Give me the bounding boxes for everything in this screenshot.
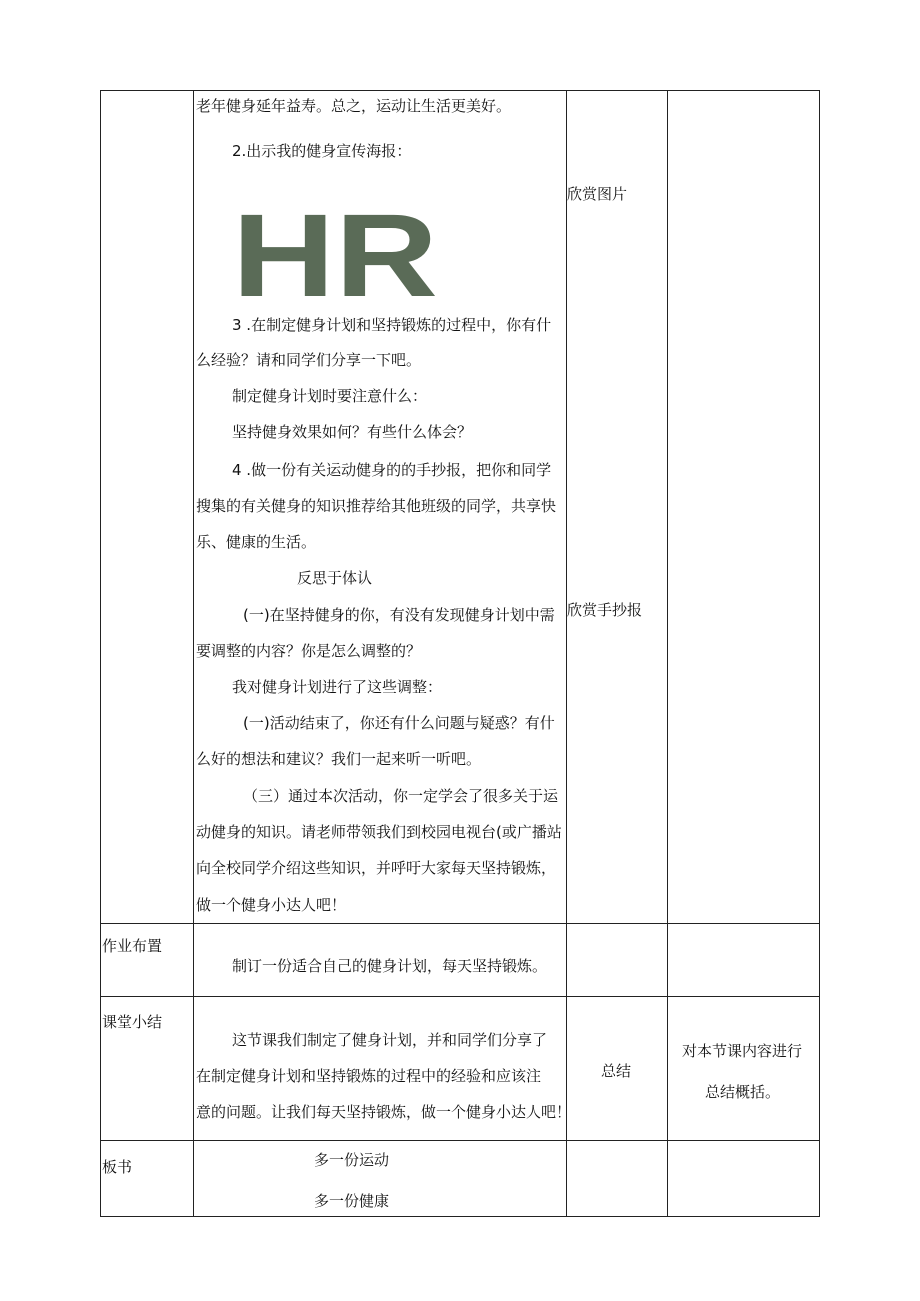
summary-label: 课堂小结 xyxy=(102,1013,163,1031)
student-activity-2: 欣赏手抄报 xyxy=(567,601,643,619)
main-line-17: 动健身的知识。请老师带领我们到校园电视台(或广播站 xyxy=(196,823,562,841)
main-line-2: 2.出示我的健身宣传海报： xyxy=(232,142,412,160)
table-border-col1 xyxy=(193,90,194,1217)
board-line-2: 多一份健康 xyxy=(314,1192,390,1210)
summary-design-2: 总结概括。 xyxy=(705,1083,781,1101)
student-activity-1: 欣赏图片 xyxy=(567,185,628,203)
main-line-18: 向全校同学介绍这些知识，并呼吁大家每天坚持锻炼， xyxy=(196,859,557,877)
main-line-13: 我对健身计划进行了这些调整： xyxy=(232,678,443,696)
table-border-col2 xyxy=(566,90,567,1217)
main-line-1: 老年健身延年益寿。总之，运动让生活更美好。 xyxy=(196,97,512,115)
main-line-11: (一)在坚持健身的你，有没有发现健身计划中需 xyxy=(243,606,555,624)
main-line-5: 制定健身计划时要注意什么： xyxy=(232,387,428,405)
table-border-bottom xyxy=(100,1216,820,1217)
main-line-7: 4 .做一份有关运动健身的的手抄报，把你和同学 xyxy=(232,461,552,479)
summary-line-3: 意的问题。让我们每天坚持锻炼，做一个健身小达人吧！ xyxy=(196,1103,572,1121)
main-line-16: （三）通过本次活动，你一定学会了很多关于运 xyxy=(243,787,559,805)
fitness-poster-image xyxy=(232,208,442,300)
table-border-right xyxy=(819,90,820,1217)
row-divider-summary xyxy=(100,996,820,997)
main-line-12: 要调整的内容？你是怎么调整的？ xyxy=(196,642,422,660)
table-border-top xyxy=(100,90,820,91)
main-line-19: 做一个健身小达人吧！ xyxy=(196,896,347,914)
table-border-col3 xyxy=(667,90,668,1217)
poster-logo-text: HR xyxy=(232,208,438,300)
board-label: 板书 xyxy=(102,1158,133,1176)
main-line-15: 么好的想法和建议？我们一起来听一听吧。 xyxy=(196,750,482,768)
main-line-3: 3 .在制定健身计划和坚持锻炼的过程中，你有什 xyxy=(232,316,552,334)
board-line-1: 多一份运动 xyxy=(314,1151,390,1169)
main-line-14: (一)活动结束了，你还有什么问题与疑惑？有什 xyxy=(243,714,555,732)
homework-content: 制订一份适合自己的健身计划，每天坚持锻炼。 xyxy=(232,957,548,975)
homework-label: 作业布置 xyxy=(102,937,163,955)
row-divider-board xyxy=(100,1140,820,1141)
main-line-9: 乐、健康的生活。 xyxy=(196,533,317,551)
table-border-left xyxy=(100,90,101,1217)
main-line-4: 么经验？请和同学们分享一下吧。 xyxy=(196,351,422,369)
summary-line-2: 在制定健身计划和坚持锻炼的过程中的经验和应该注 xyxy=(196,1067,542,1085)
main-line-8: 搜集的有关健身的知识推荐给其他班级的同学，共享快 xyxy=(196,497,557,515)
summary-student: 总结 xyxy=(601,1062,632,1080)
main-line-6: 坚持健身效果如何？有些什么体会？ xyxy=(232,423,473,441)
summary-design-1: 对本节课内容进行 xyxy=(682,1042,803,1060)
row-divider-homework xyxy=(100,923,820,924)
section-heading-reflection: 反思于体认 xyxy=(297,569,373,587)
summary-line-1: 这节课我们制定了健身计划，并和同学们分享了 xyxy=(232,1031,548,1049)
